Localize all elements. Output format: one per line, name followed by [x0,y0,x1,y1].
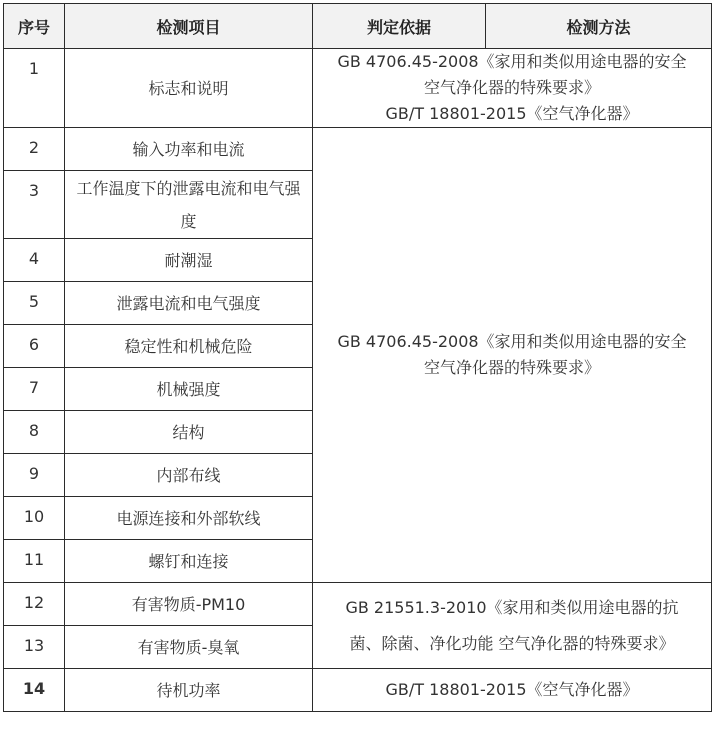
basis-cell-group2 [313,128,712,583]
row-item: 机械强度 [65,368,313,411]
row-item: 工作温度下的泄露电流和电气强度 [65,171,313,239]
basis-cell-group4: GB/T 18801-2015《空气净化器》 [313,669,712,712]
row-number: 6 [4,325,65,368]
row-number: 1 [4,49,65,128]
header-item: 检测项目 [65,4,313,49]
basis-line: 菌、除菌、净化功能 空气净化器的特殊要求》 [349,633,675,653]
row-item: 输入功率和电流 [65,128,313,171]
row-number: 2 [4,128,65,171]
row-number: 11 [4,540,65,583]
row-number: 9 [4,454,65,497]
row-item: 螺钉和连接 [65,540,313,583]
row-number: 5 [4,282,65,325]
table-row [4,669,712,712]
row-item: 有害物质-PM10 [65,583,313,626]
basis-line: GB 4706.45-2008《家用和类似用途电器的安全 [337,332,687,351]
inspection-table [3,3,712,712]
row-number: 14 [4,669,65,712]
row-item: 内部布线 [65,454,313,497]
row-number: 7 [4,368,65,411]
basis-cell-group1 [313,49,712,128]
row-number: 3 [4,171,65,239]
row-number: 8 [4,411,65,454]
row-item: 泄露电流和电气强度 [65,282,313,325]
basis-line: GB 4706.45-2008《家用和类似用途电器的安全 [337,52,687,71]
table-header-row [4,4,712,49]
row-number: 12 [4,583,65,626]
basis-line: 空气净化器的特殊要求》 [423,358,600,377]
row-number: 10 [4,497,65,540]
row-item: 稳定性和机械危险 [65,325,313,368]
basis-line: 空气净化器的特殊要求》 [423,78,600,97]
row-item: 有害物质-臭氧 [65,626,313,669]
row-item: 耐潮湿 [65,239,313,282]
row-number: 13 [4,626,65,669]
header-basis: 判定依据 [313,4,486,49]
header-index: 序号 [4,4,65,49]
table-row [4,49,712,128]
basis-line: GB/T 18801-2015《空气净化器》 [385,104,639,123]
basis-cell-group3 [313,583,712,669]
header-method: 检测方法 [486,4,712,49]
row-item: 结构 [65,411,313,454]
row-number: 4 [4,239,65,282]
row-item: 标志和说明 [65,49,313,128]
row-item: 待机功率 [65,669,313,712]
basis-line: GB 21551.3-2010《家用和类似用途电器的抗 [345,597,679,617]
row-item: 电源连接和外部软线 [65,497,313,540]
table-row [4,128,712,171]
table-row [4,583,712,626]
